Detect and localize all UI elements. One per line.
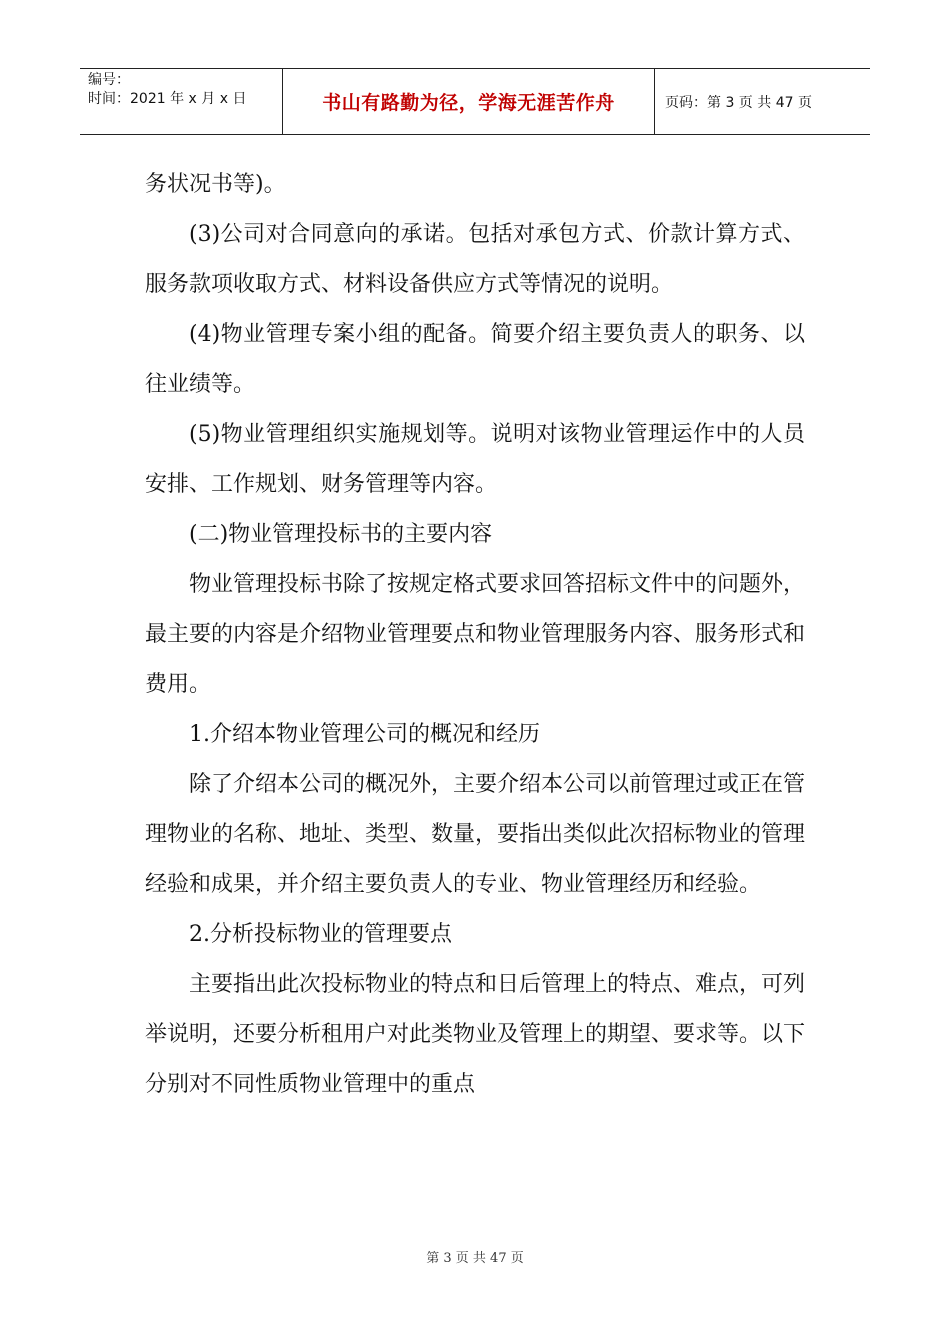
- body-paragraph: 除了介绍本公司的概况外，主要介绍本公司以前管理过或正在管理物业的名称、地址、类型、数量，要指出类似此次招标物业的管理经验和成果，并介绍主要负责人的专业、物业管理经历和经验。: [145, 772, 806, 897]
- page-header: [80, 68, 870, 135]
- page-footer: 第 3 页 共 47 页: [426, 1251, 524, 1266]
- document-body: [145, 160, 805, 1110]
- body-paragraph: (4)物业管理专案小组的配备。简要介绍主要负责人的职务、以往业绩等。: [145, 322, 805, 397]
- header-page-info: 页码：第 3 页 共 47 页: [665, 94, 812, 111]
- header-motto: 书山有路勤为径，学海无涯苦作舟: [283, 69, 655, 134]
- header-meta: [80, 69, 283, 134]
- body-paragraph: 主要指出此次投标物业的特点和日后管理上的特点、难点，可列举说明，还要分析租用户对此类物业及管理上的期望、要求等。以下分别对不同性质物业管理中的重点: [145, 972, 806, 1097]
- document-number-label: 编号：: [88, 72, 130, 88]
- section-heading: (二)物业管理投标书的主要内容: [189, 522, 493, 547]
- subsection-heading: 2.分析投标物业的管理要点: [189, 922, 452, 947]
- subsection-heading: 1.介绍本物业管理公司的概况和经历: [189, 722, 540, 747]
- body-paragraph: 物业管理投标书除了按规定格式要求回答招标文件中的问题外，最主要的内容是介绍物业管理要点和物业管理服务内容、服务形式和费用。: [145, 572, 806, 697]
- document-date: 时间：2021 年 x 月 x 日: [88, 91, 247, 107]
- body-paragraph: (5)物业管理组织实施规划等。说明对该物业管理运作中的人员安排、工作规划、财务管理等内容。: [145, 422, 805, 497]
- body-paragraph: 务状况书等)。: [145, 172, 286, 197]
- body-paragraph: (3)公司对合同意向的承诺。包括对承包方式、价款计算方式、服务款项收取方式、材料设备供应方式等情况的说明。: [145, 222, 805, 297]
